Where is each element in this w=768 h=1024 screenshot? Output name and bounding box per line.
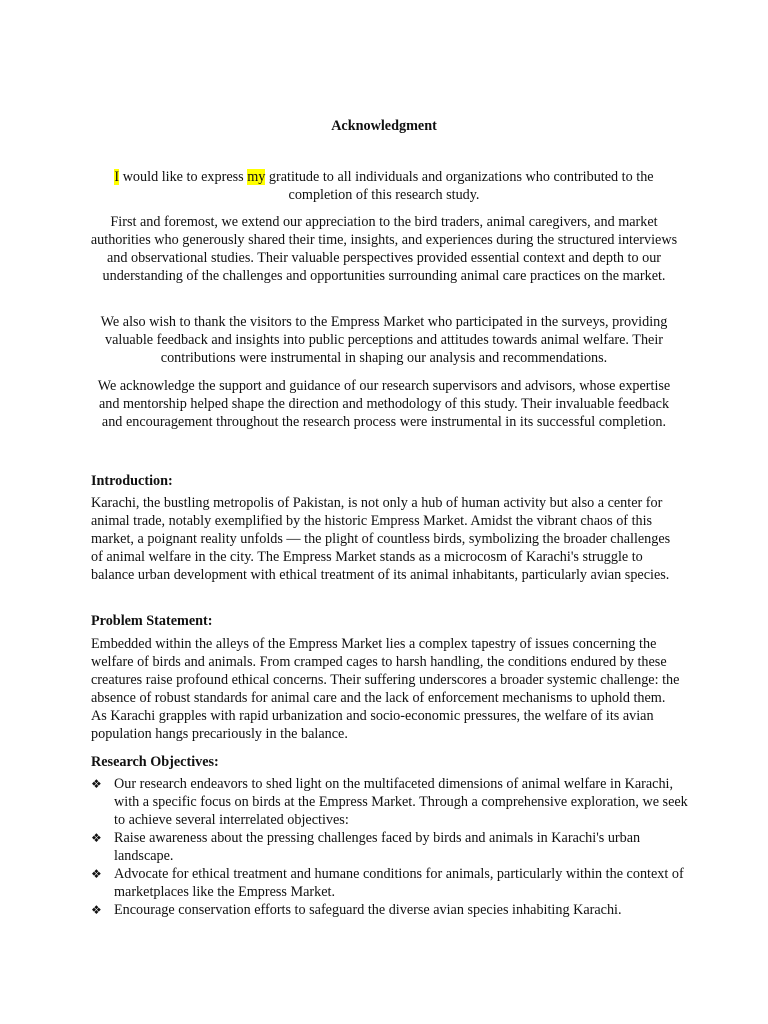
- list-item: [91, 775, 691, 829]
- list-item-text: Our research endeavors to shed light on the multifaceted dimensions of animal welfare in Karachi, with a specific focus on birds at the Empress Market. Through a comprehensive exploration, we seek to achieve several interrelated objectives:: [114, 776, 688, 828]
- acknowledgment-paragraph-2: First and foremost, we extend our appreciation to the bird traders, animal caregivers, and market authorities who generously shared their time, insights, and experiences during the structured interviews and observational studies. Their valuable perspectives provided essential context and depth to our understanding of the challenges and opportunities surrounding animal care practices on the market.: [90, 214, 678, 284]
- acknowledgment-paragraph-1: [90, 168, 678, 204]
- list-item-text: Advocate for ethical treatment and humane conditions for animals, particularly within the context of marketplaces like the Empress Market.: [114, 866, 684, 900]
- acknowledgment-paragraph-4: We acknowledge the support and guidance of our research supervisors and advisors, whose expertise and mentorship helped shape the direction and methodology of this study. Their invaluable feedback and encouragement throughout the research process were instrumental in its successful completion.: [97, 378, 671, 430]
- problem-statement-body: Embedded within the alleys of the Empress Market lies a complex tapestry of issues concerning the welfare of birds and animals. From cramped cages to harsh handling, the conditions endured by these creatures raise profound ethical concerns. Their suffering underscores a broader systemic challenge: the absence of robust standards for animal care and the lack of enforcement mechanisms to uphold them. As Karachi grapples with rapid urbanization and socio-economic pressures, the welfare of its avian population hangs precariously in the balance.: [91, 636, 680, 742]
- introduction-heading: Introduction:: [91, 473, 173, 489]
- list-item: [91, 865, 691, 901]
- research-objectives-heading: Research Objectives:: [91, 754, 219, 770]
- acknowledgment-title: Acknowledgment: [331, 118, 437, 134]
- list-item: [91, 901, 691, 919]
- problem-statement-heading: Problem Statement:: [91, 613, 213, 629]
- acknowledgment-text-a: would like to express: [119, 169, 248, 185]
- diamond-bullet-icon: ❖: [91, 831, 102, 845]
- diamond-bullet-icon: ❖: [91, 777, 102, 791]
- acknowledgment-text-b: gratitude to all individuals and organizations who contributed to the completion of this research study.: [265, 169, 654, 203]
- list-item: [91, 829, 691, 865]
- highlighted-word-i: I: [114, 169, 120, 185]
- list-item-text: Raise awareness about the pressing challenges faced by birds and animals in Karachi's urban landscape.: [114, 830, 641, 864]
- list-item-text: Encourage conservation efforts to safeguard the diverse avian species inhabiting Karachi.: [114, 902, 622, 918]
- diamond-bullet-icon: ❖: [91, 903, 102, 917]
- introduction-body: Karachi, the bustling metropolis of Pakistan, is not only a hub of human activity but also a center for animal trade, notably exemplified by the historic Empress Market. Amidst the vibrant chaos of this market, a poignant reality unfolds — the plight of countless birds, symbolizing the broader challenges of animal welfare in the city. The Empress Market stands as a microcosm of Karachi's struggle to balance urban development with ethical treatment of its animal inhabitants, particularly avian species.: [91, 495, 671, 583]
- research-objectives-list: [91, 775, 691, 919]
- acknowledgment-paragraph-3: We also wish to thank the visitors to the Empress Market who participated in the surveys, providing valuable feedback and insights into public perceptions and attitudes towards animal welfare. Their contributions were instrumental in shaping our analysis and recommendations.: [100, 314, 668, 366]
- diamond-bullet-icon: ❖: [91, 867, 102, 881]
- highlighted-word-my: my: [247, 169, 266, 185]
